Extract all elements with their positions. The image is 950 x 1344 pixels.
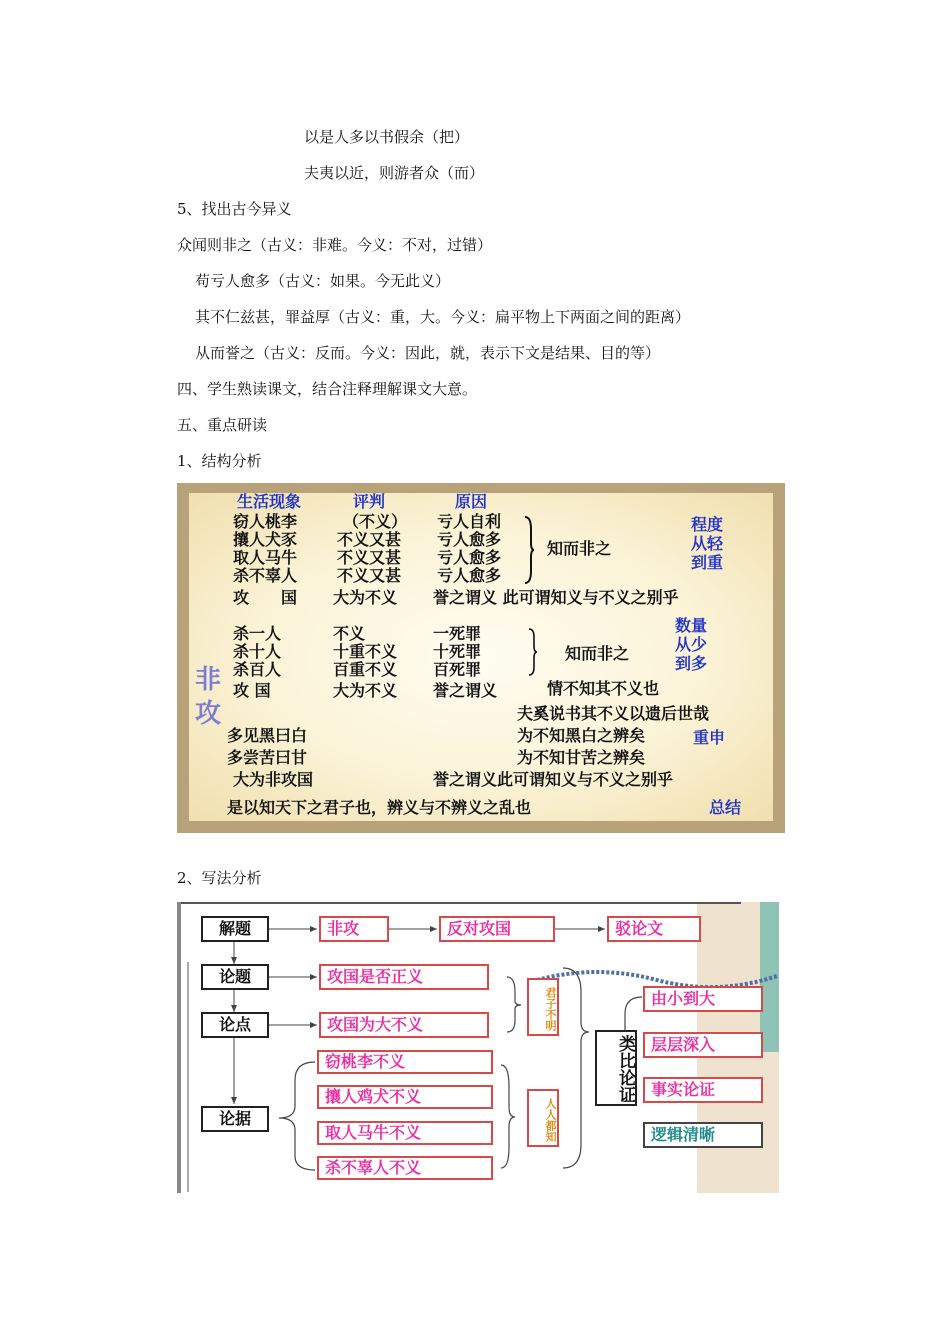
degree-label: 到重 xyxy=(691,553,724,572)
writing-analysis-figure xyxy=(177,902,779,1193)
section-heading: 5、找出古今异义 xyxy=(177,200,292,218)
row-cell: 夫奚说书其不义以遗后世哉 xyxy=(517,704,710,723)
row-cell: 不义又甚 xyxy=(337,530,402,549)
row-cell: 百死罪 xyxy=(433,660,482,679)
evidence-item: 窃桃李不义 xyxy=(317,1050,493,1074)
degree-label: 从轻 xyxy=(691,534,724,553)
know-and-condemn: 知而非之 xyxy=(547,539,612,558)
row-cell: 为不知甘苦之辨矣 xyxy=(517,748,646,767)
text-line: 苟亏人愈多（古义：如果。今无此义） xyxy=(195,272,451,290)
header-judgment: 评判 xyxy=(353,492,386,511)
row-cell: 杀十人 xyxy=(233,642,282,661)
label-thesis: 论点 xyxy=(201,1012,269,1038)
row-cell: 大为不义 xyxy=(333,681,398,700)
row-cell: 攻 国 xyxy=(233,681,271,700)
row-cell: 情不知其不义也 xyxy=(547,679,660,698)
brace-icon xyxy=(527,627,539,677)
row-cell: 不义 xyxy=(333,624,366,643)
feature-item: 事实论证 xyxy=(643,1077,763,1103)
box-oppose-war: 反对攻国 xyxy=(439,916,555,942)
row-cell: 取人马牛 xyxy=(233,548,298,567)
label-topic: 论题 xyxy=(201,964,269,990)
row-cell: 多见黑曰白 xyxy=(227,726,308,745)
row-cell: 亏人愈多 xyxy=(437,566,502,585)
row-cell: 杀不辜人 xyxy=(233,566,298,585)
text-line: 其不仁兹甚，罪益厚（古义：重，大。今义：扁平物上下两面之间的距离） xyxy=(195,308,691,326)
feature-item: 层层深入 xyxy=(643,1032,763,1058)
section-heading: 五、重点研读 xyxy=(177,416,268,434)
conclusion-text: 是以知天下之君子也，辨义与不辨义之乱也 xyxy=(227,798,532,817)
degree-label: 程度 xyxy=(691,515,724,534)
structure-analysis-figure xyxy=(177,483,785,833)
row-cell: 百重不义 xyxy=(333,660,398,679)
row-cell: 窃人桃李 xyxy=(233,512,298,531)
row-cell: 杀百人 xyxy=(233,660,282,679)
header-reason: 原因 xyxy=(455,492,488,511)
brace-icon xyxy=(523,515,535,585)
row-cell: 誉之谓义此可谓知义与不义之别乎 xyxy=(433,770,674,789)
text-line: 夫夷以近，则游者众（而） xyxy=(304,164,485,182)
quantity-label: 从少 xyxy=(675,635,708,654)
box-non-attack: 非攻 xyxy=(319,916,389,942)
note-gentleman: 君子不明 xyxy=(527,978,559,1036)
section-heading: 四、学生熟读课文，结合注释理解课文大意。 xyxy=(177,380,478,398)
quantity-label: 到多 xyxy=(675,654,708,673)
text-line: 众闻则非之（古义：非难。今义：不对，过错） xyxy=(177,236,493,254)
header-phenomenon: 生活现象 xyxy=(237,492,302,511)
row-cell: 攘人犬豕 xyxy=(233,530,298,549)
row-cell: 亏人愈多 xyxy=(437,548,502,567)
analogy-argument: 类比论证 xyxy=(595,1030,637,1106)
know-and-condemn: 知而非之 xyxy=(565,644,630,663)
text-line: 从而誉之（古义：反而。今义：因此，就，表示下文是结果、目的等） xyxy=(195,344,661,362)
row-cell: 亏人愈多 xyxy=(437,530,502,549)
row-cell: 十重不义 xyxy=(333,642,398,661)
row-cell: 一死罪 xyxy=(433,624,482,643)
summary-label: 总结 xyxy=(709,798,742,817)
note-everyone: 人人都知 xyxy=(527,1089,559,1147)
row-cell: 为不知黑白之辨矣 xyxy=(517,726,646,745)
evidence-item: 取人马牛不义 xyxy=(317,1121,493,1145)
feature-item: 逻辑清晰 xyxy=(643,1122,763,1148)
row-cell: 亏人自利 xyxy=(437,512,502,531)
row-cell: 攻 国 xyxy=(233,588,298,607)
row-cell: 十死罪 xyxy=(433,642,482,661)
box-thesis: 攻国为大不义 xyxy=(319,1012,489,1038)
label-title: 解题 xyxy=(201,916,269,942)
section-heading: 2、写法分析 xyxy=(177,869,262,887)
feature-item: 由小到大 xyxy=(643,986,763,1012)
evidence-item: 杀不辜人不义 xyxy=(317,1156,493,1180)
text-line: 以是人多以书假余（把） xyxy=(304,128,470,146)
row-cell: 誉之谓义 xyxy=(433,681,498,700)
quantity-label: 数量 xyxy=(675,616,708,635)
label-evidence: 论据 xyxy=(201,1106,269,1132)
row-cell: 杀一人 xyxy=(233,624,282,643)
row-cell: 大为非攻国 xyxy=(233,770,314,789)
section-heading: 1、结构分析 xyxy=(177,452,262,470)
row-cell: 不义又甚 xyxy=(337,548,402,567)
box-refutation: 驳论文 xyxy=(607,916,701,942)
row-cell: 不义又甚 xyxy=(337,566,402,585)
box-topic: 攻国是否正义 xyxy=(319,964,489,990)
row-cell: （不义） xyxy=(343,512,408,531)
row-cell: 大为不义 xyxy=(333,588,398,607)
emphasis-label: 重申 xyxy=(693,728,726,747)
evidence-item: 攘人鸡犬不义 xyxy=(317,1085,493,1109)
row-cell: 多尝苦曰甘 xyxy=(227,748,308,767)
side-label: 非攻 xyxy=(195,665,222,729)
row-cell: 誉之谓义 此可谓知义与不义之别乎 xyxy=(433,588,679,607)
